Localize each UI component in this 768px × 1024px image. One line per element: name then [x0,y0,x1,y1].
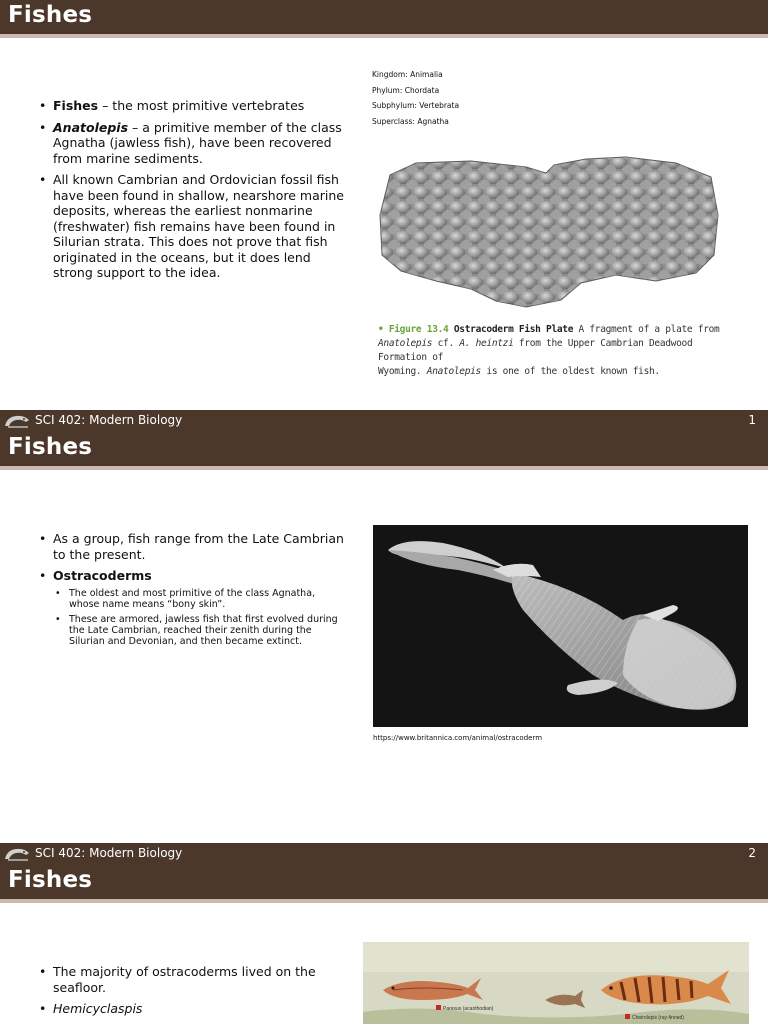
sub-bullet-item: • These are armored, jawless fish that first evolved during the Late Cambrian, reached their zenith during the Silurian and Devonian, and then became extinct. [53,614,347,647]
taxonomy-superclass: Superclass: Agnatha [372,116,449,126]
bullet-list [37,964,327,1023]
bullet-item: • Fishes – the most primitive vertebrates [37,98,352,114]
title-bar [0,865,768,903]
slide-title: Fishes [8,867,93,893]
fossil-plate-image [376,155,721,315]
taxonomy-subphylum: Subphylum: Vertebrata [372,101,460,110]
image-source-link[interactable]: https://www.britannica.com/animal/ostracoderm [373,734,543,742]
slide-1 [0,0,768,432]
fish1-label: Parexus (acanthodian) [443,1006,494,1012]
slide-3 [0,865,768,1024]
slide-title: Fishes [8,2,93,28]
bullet-item: • All known Cambrian and Ordovician fossil fish have been found in shallow, nearshore marine deposits, whereas the earliest nonmarine (freshwater) fish remains have been found in Silurian strata. This does not prove that fish originated in the oceans, but it does lend strong support to the idea. [37,172,352,281]
bullet-list [37,98,352,287]
taxonomy-kingdom: Kingdom: Animalia [372,70,443,79]
footer-bar [0,843,768,865]
title-bar [0,0,768,38]
bullet-item: • Hemicyclaspis [37,1001,327,1017]
bullet-list [37,531,347,653]
logo-icon [4,412,30,430]
slide-number: 1 [748,413,756,427]
bullet-item: • Anatolepis – a primitive member of the class Agnatha (jawless fish), have been recovered from marine sediments. [37,120,352,167]
fish-illustration [363,942,749,1024]
bullet-item: • Ostracoderms • The oldest and most primitive of the class Agnatha, whose name means “bony skin”. • These are armored, jawless fish that first evolved during the Late Cambrian, reached their zenith during the Silurian and Devonian, and then became extinct. [37,568,347,647]
bullet-item: • The majority of ostracoderms lived on the seafloor. [37,964,327,995]
logo-icon [4,845,30,863]
bullet-item: • As a group, fish range from the Late Cambrian to the present. [37,531,347,562]
sub-bullet-item: • The oldest and most primitive of the class Agnatha, whose name means “bony skin”. [53,588,347,610]
ostracoderm-photo [373,525,748,727]
slide-2 [0,432,768,865]
footer-course: SCI 402: Modern Biology [35,846,183,860]
figure-caption: • Figure 13.4 Ostracoderm Fish Plate A fragment of a plate from Anatolepis cf. A. heintzi from the Upper Cambrian Deadwood Formation of Wyoming. Anatolepis is one of the oldest known fish. [378,324,720,377]
taxonomy-list [372,67,459,129]
fish2-label: Cheirolepis (ray-finned) [632,1015,684,1021]
sub-bullet-list [53,588,347,647]
slide-number: 2 [748,846,756,860]
footer-course: SCI 402: Modern Biology [35,413,183,427]
footer-bar [0,410,768,432]
slide-title: Fishes [8,434,93,460]
title-bar [0,432,768,470]
taxonomy-phylum: Phylum: Chordata [372,85,440,95]
